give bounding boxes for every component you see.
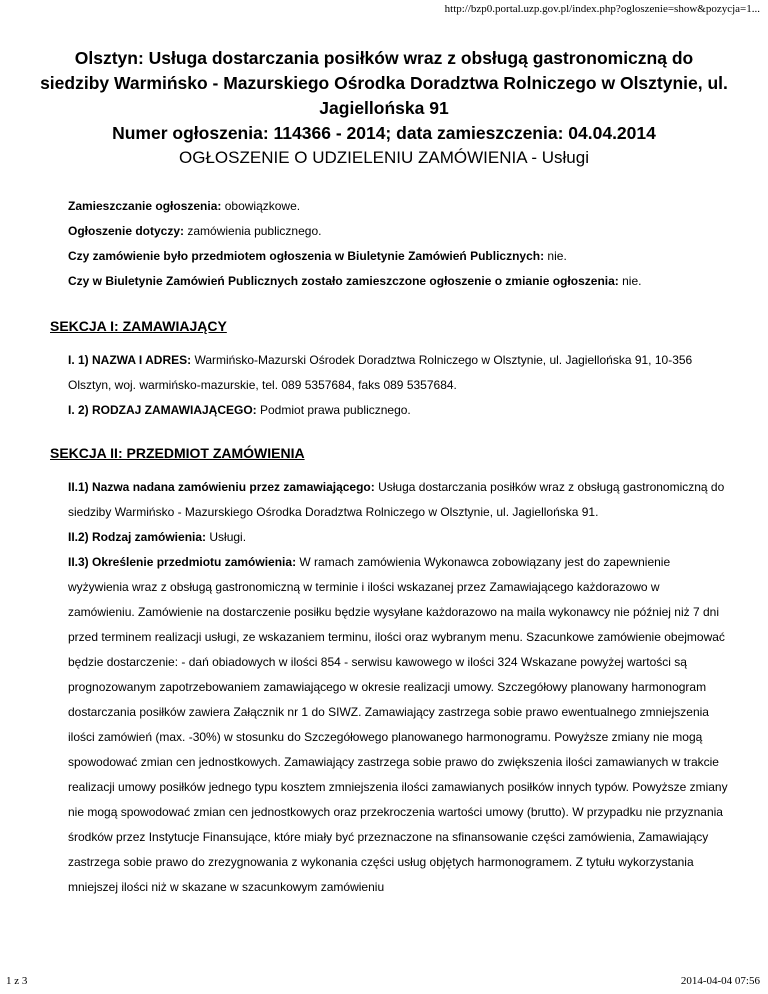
info-bzp [68, 244, 728, 269]
s1-name-address [68, 348, 728, 398]
info-change [68, 269, 728, 294]
s1-name-label: I. 1) NAZWA I ADRES: [68, 353, 192, 367]
announcement-content [50, 194, 728, 900]
announcement-title-block [40, 46, 728, 170]
s2-kind [68, 525, 728, 550]
s1-type [68, 398, 728, 423]
info-change-label: Czy w Biuletynie Zamówień Publicznych zostało zamieszczone ogłoszenie o zmianie ogłoszenia: [68, 274, 619, 288]
s1-type-label: I. 2) RODZAJ ZAMAWIAJĄCEGO: [68, 403, 257, 417]
s2-subject-value: W ramach zamówienia Wykonawca zobowiązany jest do zapewnienie wyżywienia wraz z obsługą gastronomiczną w terminie i ilości wskazanej przez Zamawiającego każdorazowo w zamówieniu. Zamówienie na dostarczenie posiłku będzie wysyłane każdorazowo na maila wykonawcy nie później niż 7 dni przed terminem realizacji usługi, ze wskazaniem terminu, ilości oraz wybranym menu. Szacunkowe zamówienie obejmować będzie dostarczenie: - dań obiadowych w ilości 854 - serwisu kawowego w ilości 324 Wskazane powyżej wartości są prognozowanym zapotrzebowaniem zamawiającego w okresie realizacji umowy. Szczegółowy planowany harmonogram dostarczania posiłków zawiera Załącznik nr 1 do SIWZ. Zamawiający zastrzega sobie prawo ewentualnego zmniejszenia ilości zamówień (max. -30%) w stosunku do Szczegółowego planowanego harmonogramu. Powyższe zmiany nie mogą spowodować zmian cen jednostkowych. Zamawiający zastrzega sobie prawo do zwiększenia ilości zamawianych w trakcie realizacji umowy posiłków jednego typu kosztem zmniejszenia ilości zamawianych posiłków innych typów. Powyższe zmiany nie mogą spowodować zmian cen jednostkowych oraz przekroczenia wartości umowy (brutto). W przypadku nie przyznania środków przez Instytucje Finansujące, które miały być przeznaczone na sfinansowanie części zamówienia, Zamawiający zastrzega sobie prawo do zrezygnowania z wykonania części usług objętych harmonogramem. Z tytułu wykorzystania mniejszej ilości niż w skazane w szacunkowym zamówieniu [68, 555, 728, 894]
announcement-title: Olsztyn: Usługa dostarczania posiłków wraz z obsługą gastronomiczną do siedziby Warmińsko - Mazurskiego Ośrodka Doradztwa Rolniczego w Olsztynie, ul. Jagiellońska 91 [40, 48, 728, 118]
info-posting [68, 194, 728, 219]
s2-name-label: II.1) Nazwa nadana zamówieniu przez zamawiającego: [68, 480, 375, 494]
print-header-url: http://bzp0.portal.uzp.gov.pl/index.php?ogloszenie=show&pozycja=1... [444, 3, 760, 15]
s2-name [68, 475, 728, 525]
info-bzp-label: Czy zamówienie było przedmiotem ogłoszenia w Biuletynie Zamówień Publicznych: [68, 249, 545, 263]
info-posting-label: Zamieszczanie ogłoszenia: [68, 199, 222, 213]
s1-name-value: Warmińsko-Mazurski Ośrodek Doradztwa Rolniczego w Olsztynie, ul. Jagiellońska 91, 10-356 Olsztyn, woj. warmińsko-mazurskie, tel. 089 5357684, faks 089 5357684. [68, 353, 693, 392]
info-change-value: nie. [618, 274, 642, 288]
section-2-title: SEKCJA II: PRZEDMIOT ZAMÓWIENIA [50, 445, 305, 461]
announcement-type: OGŁOSZENIE O UDZIELENIU ZAMÓWIENIA - Usługi [179, 148, 589, 167]
general-info [50, 194, 728, 294]
s1-type-value: Podmiot prawa publicznego. [256, 403, 411, 417]
info-posting-value: obowiązkowe. [221, 199, 301, 213]
s2-kind-label: II.2) Rodzaj zamówienia: [68, 530, 207, 544]
s2-name-value: Usługa dostarczania posiłków wraz z obsługą gastronomiczną do siedziby Warmińsko - Mazurskiego Ośrodka Doradztwa Rolniczego w Olsztynie, ul. Jagiellońska 91. [68, 480, 725, 519]
section-1-title: SEKCJA I: ZAMAWIAJĄCY [50, 318, 227, 334]
section-1-body [50, 348, 728, 423]
s2-subject-label: II.3) Określenie przedmiotu zamówienia: [68, 555, 297, 569]
announcement-number: Numer ogłoszenia: 114366 - 2014; data zamieszczenia: 04.04.2014 [112, 123, 656, 143]
section-2-body [50, 475, 728, 900]
info-bzp-value: nie. [544, 249, 567, 263]
info-concerns-value: zamówienia publicznego. [184, 224, 322, 238]
s2-subject [68, 550, 728, 900]
info-concerns-label: Ogłoszenie dotyczy: [68, 224, 185, 238]
print-footer-datetime: 2014-04-04 07:56 [680, 975, 760, 987]
s2-kind-value: Usługi. [206, 530, 247, 544]
print-footer-page: 1 z 3 [6, 975, 28, 987]
info-concerns [68, 219, 728, 244]
